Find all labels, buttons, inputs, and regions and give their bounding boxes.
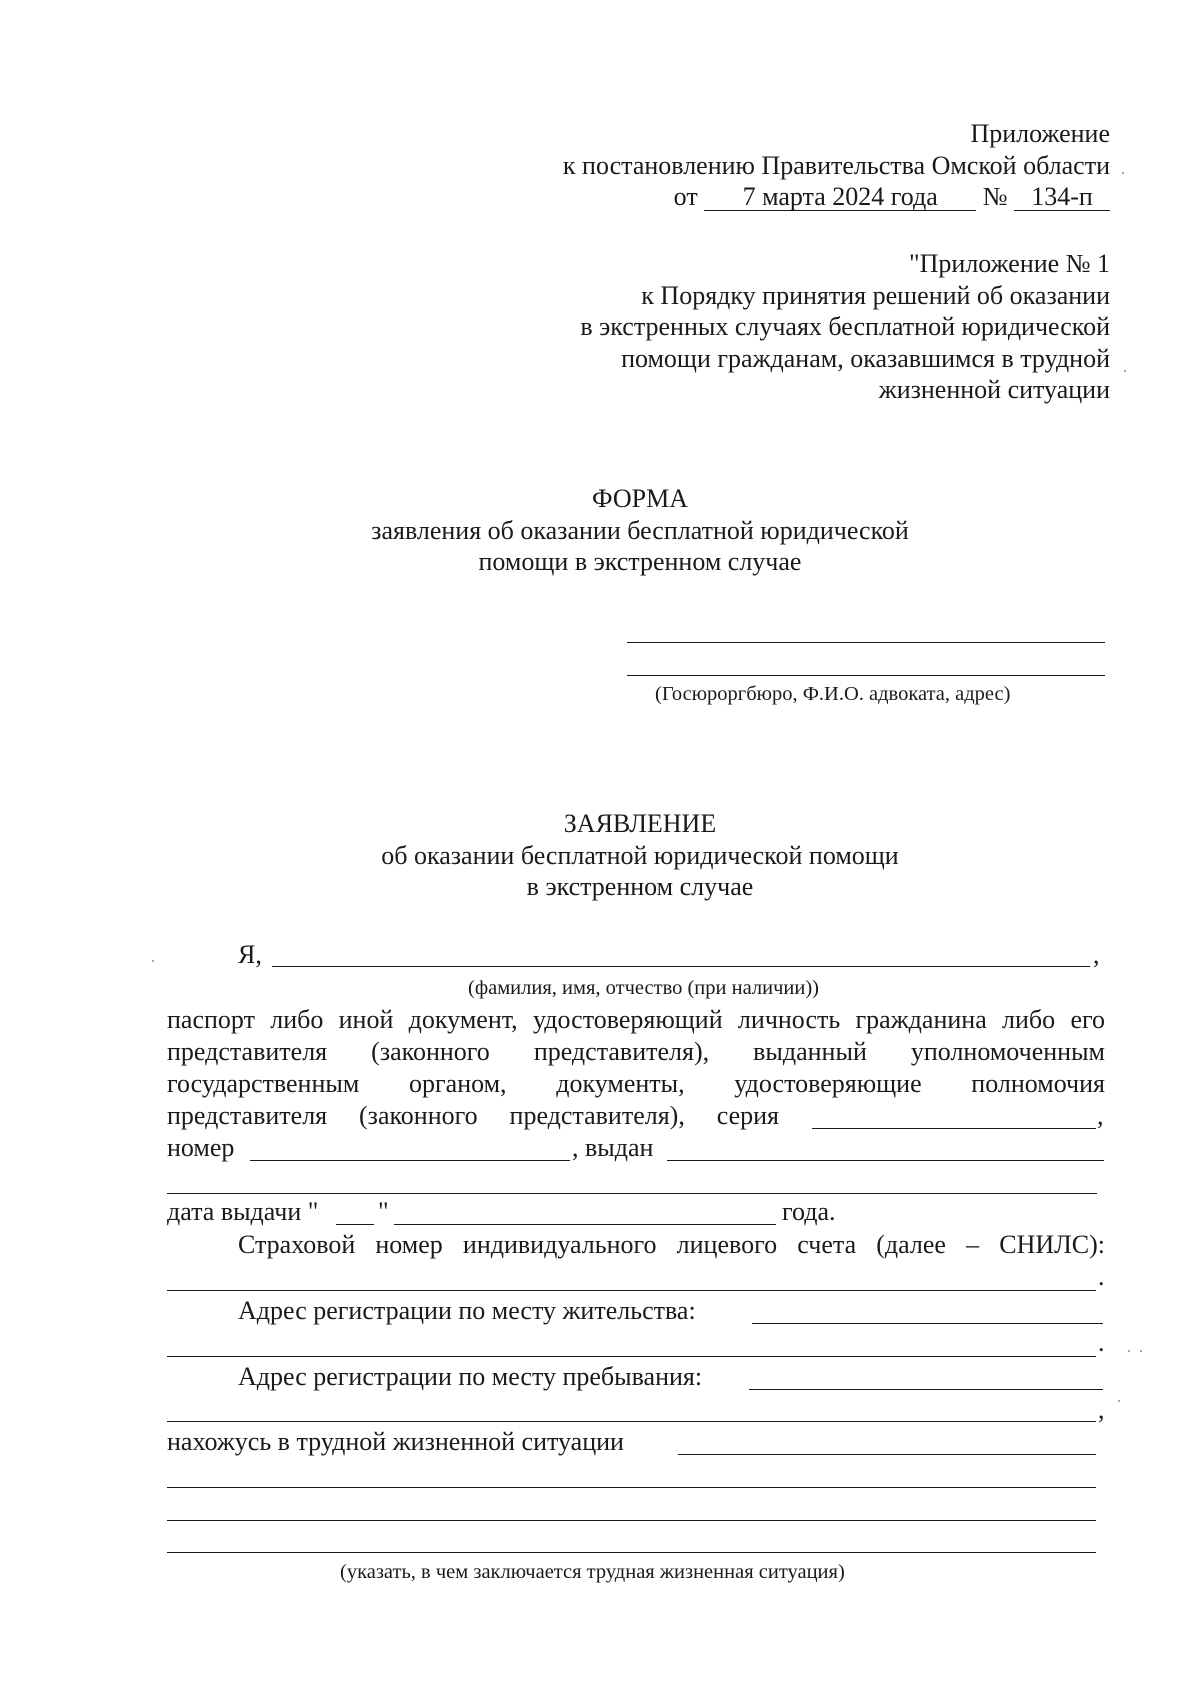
reg-residence-line-2[interactable] [167, 1356, 1096, 1357]
statement-title-line-1: ЗАЯВЛЕНИЕ [563, 809, 717, 838]
scan-speck [1124, 370, 1126, 372]
number-line[interactable] [250, 1160, 570, 1161]
appendix-line-3: в экстренных случаях бесплатной юридической [580, 312, 1110, 341]
recipient-line-1[interactable] [627, 642, 1105, 643]
reg-stay-line-2[interactable] [167, 1421, 1096, 1422]
header-number-value: 134-п [1014, 184, 1110, 211]
situation-line-4[interactable] [167, 1552, 1096, 1553]
statement-title-line-2: об оказании бесплатной юридической помощи [381, 840, 899, 870]
header-number-sign: № [982, 182, 1008, 211]
reg-stay-label: Адрес регистрации по месту пребывания: [238, 1362, 703, 1391]
scan-speck [1122, 172, 1124, 174]
passport-text-line-4: представителя (законного представителя), серия [167, 1101, 779, 1130]
appendix-header [410, 248, 1110, 406]
reg-residence-end: . [1098, 1328, 1105, 1357]
reg-residence-label: Адрес регистрации по месту жительства: [238, 1296, 696, 1325]
appendix-line-4: помощи гражданам, оказавшимся в трудной [621, 343, 1110, 373]
issue-date-label: дата выдачи " [167, 1197, 319, 1226]
situation-line-3[interactable] [167, 1520, 1096, 1521]
situation-line-1[interactable] [678, 1454, 1096, 1455]
passport-text-line-1: паспорт либо иной документ, удостоверяющий личность гражданина либо его [167, 1005, 1105, 1034]
form-title-line-3: помощи в экстренном случае [478, 547, 802, 576]
situation-line-2[interactable] [167, 1487, 1096, 1488]
full-name-line[interactable] [272, 966, 1090, 967]
header-date-prefix: от [673, 182, 698, 211]
form-title [40, 483, 1200, 578]
number-label: номер [167, 1133, 235, 1162]
recipient-caption: (Госюроргбюро, Ф.И.О. адвоката, адрес) [655, 683, 1011, 705]
appendix-line-2: к Порядку принятия решений об оказании [641, 280, 1110, 310]
header-appendix-label: Приложение [970, 119, 1110, 148]
scan-speck [152, 960, 154, 962]
appendix-line-1: "Приложение № 1 [909, 249, 1110, 278]
situation-caption: (указать, в чем заключается трудная жизненная ситуация) [340, 1561, 845, 1583]
series-end: , [1097, 1101, 1104, 1130]
reg-residence-line-1[interactable] [752, 1323, 1103, 1324]
i-label: Я, [238, 940, 262, 969]
scan-speck [1128, 1350, 1130, 1352]
passport-text-line-2: представителя (законного представителя), выданный уполномоченным [167, 1037, 1105, 1066]
situation-label: нахожусь в трудной жизненной ситуации [167, 1427, 624, 1456]
issued-by-line[interactable] [667, 1160, 1104, 1161]
issued-label: , выдан [572, 1133, 654, 1162]
reg-stay-end: , [1098, 1395, 1105, 1424]
full-name-end: , [1093, 940, 1100, 969]
header-date-number-line [410, 181, 1110, 213]
reg-stay-line-1[interactable] [749, 1389, 1103, 1390]
series-line[interactable] [812, 1128, 1096, 1129]
snils-end: . [1098, 1262, 1105, 1291]
form-title-line-2: заявления об оказании бесплатной юридической [371, 515, 909, 545]
issued-by-line-2[interactable] [167, 1193, 1097, 1194]
issue-month-year-line[interactable] [394, 1224, 776, 1225]
issue-date-quote: " [378, 1197, 389, 1226]
header-resolution-label: к постановлению Правительства Омской области [562, 150, 1110, 180]
scan-speck [1118, 1400, 1120, 1402]
passport-text-line-3: государственным органом, документы, удостоверяющие полномочия [167, 1069, 1105, 1098]
form-title-line-1: ФОРМА [592, 484, 688, 513]
statement-title [40, 808, 1200, 903]
issue-day-line[interactable] [336, 1224, 374, 1225]
appendix-line-5: жизненной ситуации [878, 375, 1110, 404]
resolution-header [410, 118, 1110, 213]
year-label: года. [782, 1197, 836, 1226]
header-date-value: 7 марта 2024 года [704, 184, 976, 211]
snils-label: Страховой номер индивидуального лицевого счета (далее – СНИЛС): [238, 1230, 1105, 1259]
full-name-caption: (фамилия, имя, отчество (при наличии)) [468, 977, 819, 999]
statement-title-line-3: в экстренном случае [526, 872, 754, 901]
recipient-line-2[interactable] [627, 675, 1105, 676]
snils-line[interactable] [167, 1290, 1096, 1291]
scan-speck [1140, 1350, 1142, 1352]
